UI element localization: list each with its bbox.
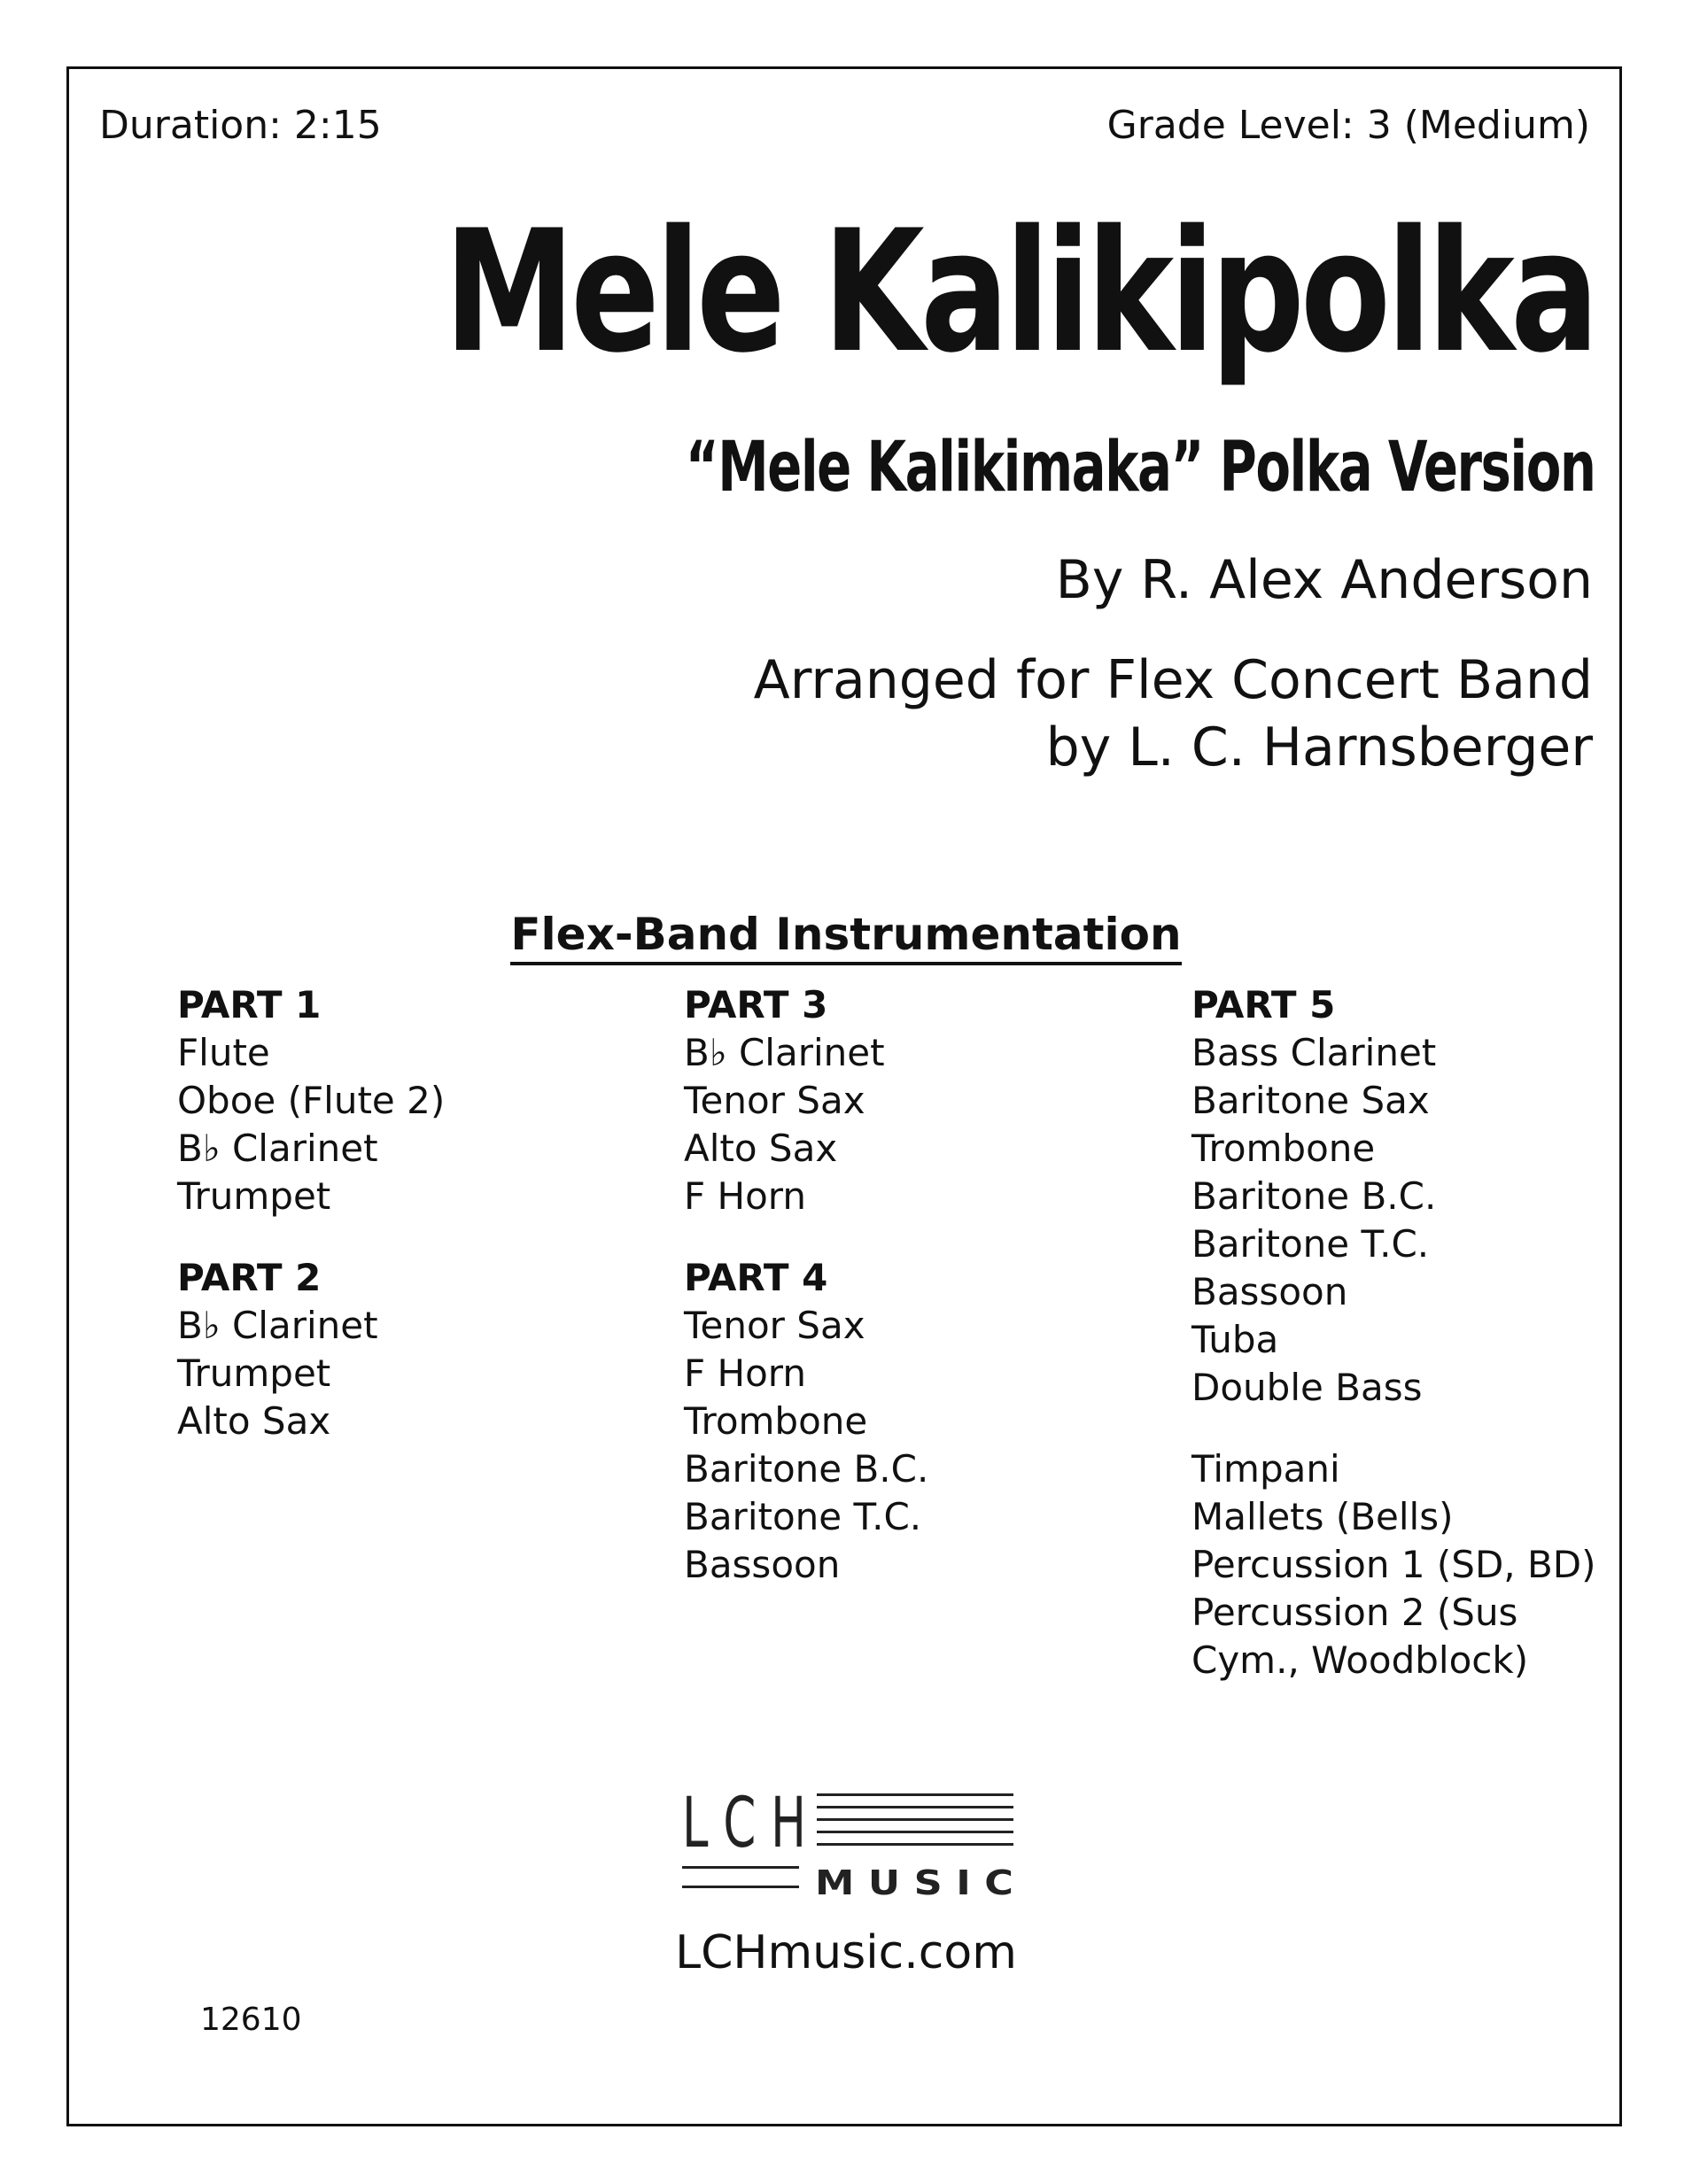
instrument-item: F Horn xyxy=(684,1174,806,1218)
instrumentation-column-3 xyxy=(1191,981,1596,1718)
instrument-item: B♭ Clarinet xyxy=(684,1031,885,1074)
piece-title: Mele Kalikipolka xyxy=(443,194,1595,390)
instrument-item: Baritone Sax xyxy=(1191,1079,1430,1122)
part-group xyxy=(1191,981,1596,1412)
grade-level-label: Grade Level: 3 (Medium) xyxy=(1106,103,1590,148)
lch-music-logo xyxy=(682,1785,1014,1909)
part-group xyxy=(684,1254,928,1589)
piece-subtitle: “Mele Kalikimaka” Polka Version xyxy=(685,428,1595,507)
instrument-item: Mallets (Bells) xyxy=(1191,1495,1454,1538)
instrument-item: Timpani xyxy=(1191,1447,1340,1491)
instrument-item: Baritone T.C. xyxy=(1191,1222,1430,1266)
instrumentation-heading-text: Flex-Band Instrumentation xyxy=(510,909,1181,965)
instrument-item: F Horn xyxy=(684,1351,806,1395)
logo-letters-bottom: M U S I C xyxy=(815,1863,1013,1902)
logo-staff-lines-bottom xyxy=(682,1866,799,1888)
composer-credit: By R. Alex Anderson xyxy=(1055,549,1593,611)
part-heading: PART 1 xyxy=(177,983,322,1026)
instrument-item: Percussion 1 (SD, BD) xyxy=(1191,1543,1596,1586)
instrument-item: Bassoon xyxy=(684,1543,841,1586)
instrument-item: B♭ Clarinet xyxy=(177,1127,378,1170)
instrument-item: Trombone xyxy=(684,1399,868,1443)
instrument-item: Trumpet xyxy=(177,1351,331,1395)
arranger-line-1: Arranged for Flex Concert Band xyxy=(753,649,1593,711)
instrument-item: Bassoon xyxy=(1191,1270,1348,1313)
instrument-item: Double Bass xyxy=(1191,1366,1423,1409)
instrument-item: Oboe (Flute 2) xyxy=(177,1079,446,1122)
instrument-item: B♭ Clarinet xyxy=(177,1304,378,1347)
arranger-line-2: by L. C. Harnsberger xyxy=(1045,716,1593,778)
part-heading: PART 2 xyxy=(177,1256,322,1299)
instrument-item: Flute xyxy=(177,1031,270,1074)
arranger-credit xyxy=(754,647,1593,781)
percussion-group xyxy=(1191,1445,1596,1684)
part-group xyxy=(684,981,928,1220)
instrument-item: Alto Sax xyxy=(177,1399,331,1443)
instrumentation-heading xyxy=(0,903,1692,965)
instrument-item: Baritone T.C. xyxy=(684,1495,922,1538)
instrument-item: Tuba xyxy=(1191,1318,1279,1361)
instrument-item: Trombone xyxy=(1191,1127,1376,1170)
instrument-item: Baritone B.C. xyxy=(684,1447,929,1491)
instrument-item: Trumpet xyxy=(177,1174,331,1218)
catalog-number: 12610 xyxy=(200,2002,302,2038)
part-heading: PART 3 xyxy=(684,983,828,1026)
instrument-item: Percussion 2 (Sus xyxy=(1191,1591,1518,1634)
instrumentation-column-1 xyxy=(177,981,445,1479)
part-heading: PART 4 xyxy=(684,1256,828,1299)
logo-staff-lines-top xyxy=(817,1793,1013,1846)
part-heading: PART 5 xyxy=(1191,983,1336,1026)
instrument-item: Cym., Woodblock) xyxy=(1191,1638,1529,1682)
instrument-item: Alto Sax xyxy=(684,1127,838,1170)
part-group xyxy=(177,981,445,1220)
instrument-item: Tenor Sax xyxy=(684,1304,865,1347)
instrument-item: Bass Clarinet xyxy=(1191,1031,1437,1074)
instrumentation-column-2 xyxy=(684,981,928,1623)
logo-letters-top: L C H xyxy=(682,1785,806,1863)
instrument-item: Baritone B.C. xyxy=(1191,1174,1437,1218)
part-group xyxy=(177,1254,445,1445)
website-link[interactable]: LCHmusic.com xyxy=(675,1926,1017,1979)
instrument-item: Tenor Sax xyxy=(684,1079,865,1122)
duration-label: Duration: 2:15 xyxy=(99,103,382,148)
